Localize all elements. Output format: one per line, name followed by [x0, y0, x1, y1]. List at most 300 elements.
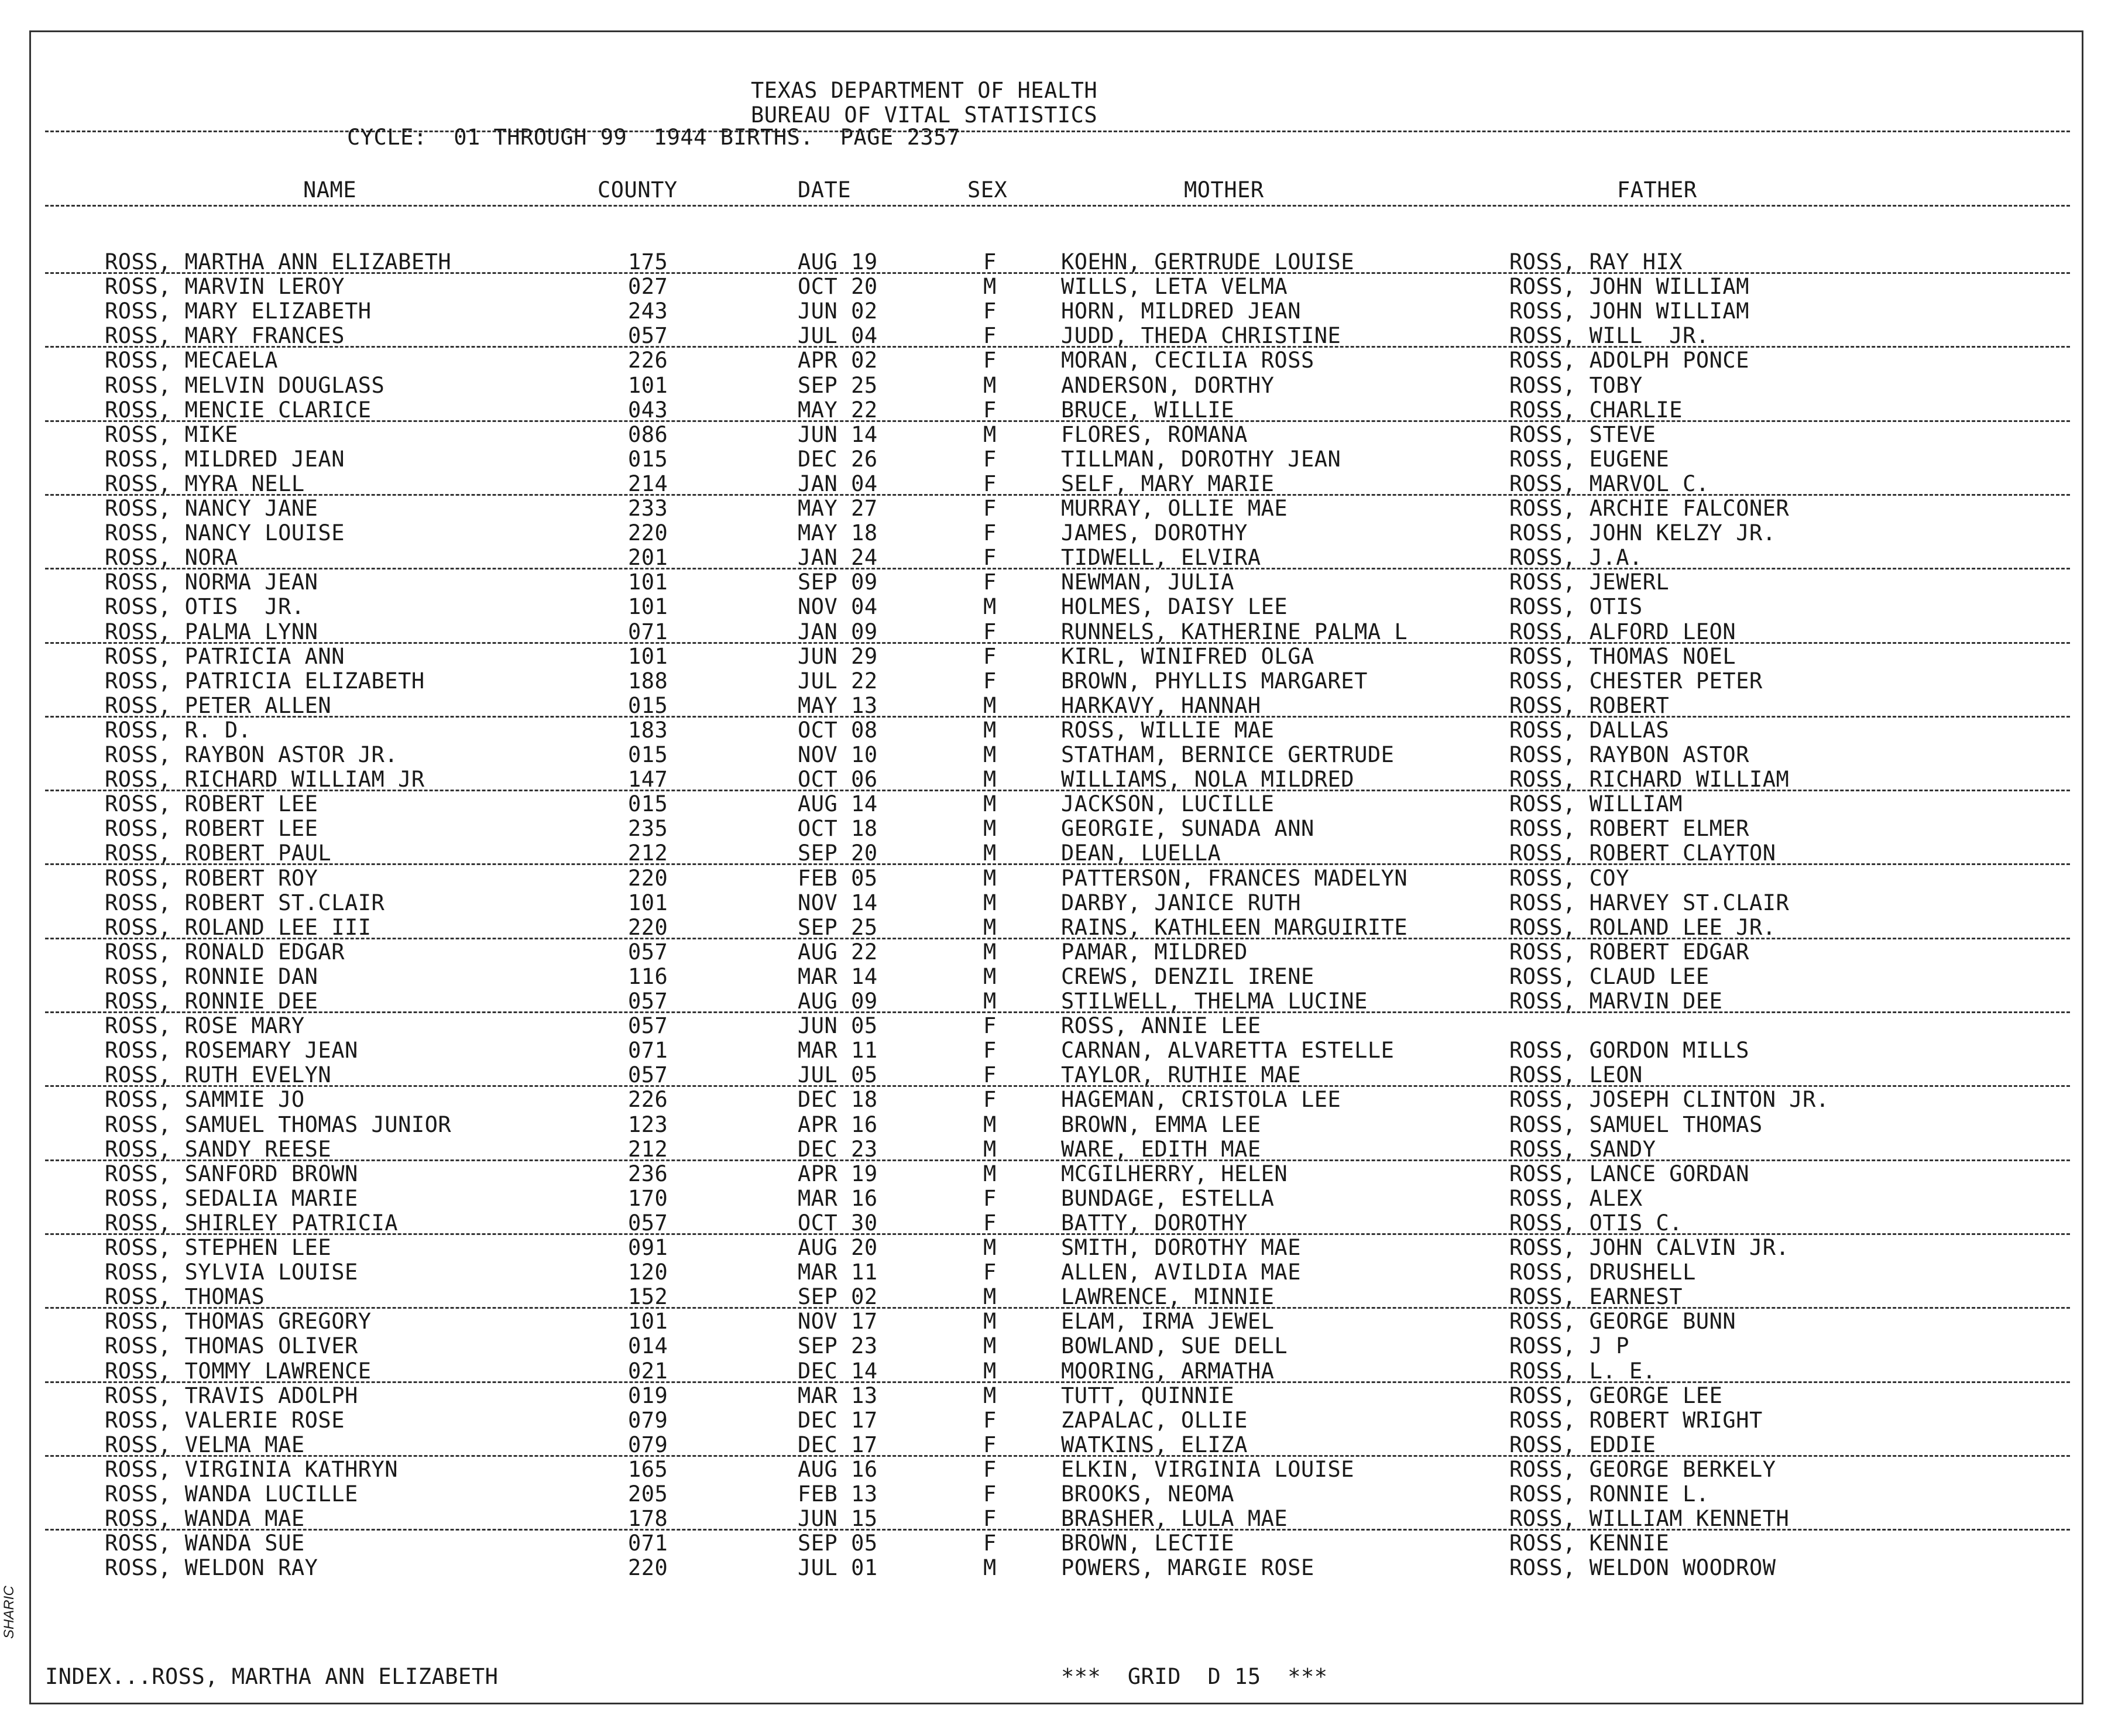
- cell-name: ROSS, RAYBON ASTOR JR.: [105, 742, 399, 767]
- cell-county: 091: [628, 1235, 668, 1260]
- cell-county: 120: [628, 1260, 668, 1285]
- cell-father: ROSS, WILL JR.: [1509, 323, 1709, 348]
- cell-date: JAN 04: [798, 471, 878, 496]
- cell-father: ROSS, ROBERT ELMER: [1509, 816, 1749, 841]
- cell-county: 201: [628, 545, 668, 570]
- table-row: [31, 348, 2079, 373]
- cell-date: APR 02: [798, 348, 878, 373]
- cell-county: 015: [628, 447, 668, 472]
- cell-sex: M: [983, 791, 997, 816]
- cell-name: ROSS, PATRICIA ELIZABETH: [105, 668, 425, 694]
- cell-name: ROSS, SAMUEL THOMAS JUNIOR: [105, 1112, 452, 1137]
- cell-mother: JACKSON, LUCILLE: [1061, 791, 1275, 816]
- cell-sex: M: [983, 693, 997, 718]
- cell-mother: BROWN, EMMA LEE: [1061, 1112, 1261, 1137]
- cell-name: ROSS, MENCIE CLARICE: [105, 397, 372, 423]
- cell-father: ROSS, DRUSHELL: [1509, 1260, 1696, 1285]
- cell-mother: ROSS, ANNIE LEE: [1061, 1013, 1261, 1038]
- cell-sex: M: [983, 1333, 997, 1358]
- cell-county: 214: [628, 471, 668, 496]
- cell-father: ROSS, JOHN CALVIN JR.: [1509, 1235, 1790, 1260]
- cell-father: ROSS, GEORGE BERKELY: [1509, 1457, 1776, 1482]
- cell-date: SEP 05: [798, 1531, 878, 1556]
- cell-date: JUN 02: [798, 299, 878, 324]
- cell-name: ROSS, WANDA SUE: [105, 1531, 305, 1556]
- cell-sex: F: [983, 299, 997, 324]
- table-row: [31, 743, 2079, 767]
- cell-sex: M: [983, 1284, 997, 1309]
- cell-name: ROSS, SHIRLEY PATRICIA: [105, 1210, 399, 1236]
- table-row: [31, 1531, 2079, 1556]
- cell-father: ROSS, RICHARD WILLIAM: [1509, 767, 1790, 792]
- cell-county: 183: [628, 718, 668, 743]
- cell-date: MAR 11: [798, 1038, 878, 1063]
- cell-father: ROSS, RONNIE L.: [1509, 1481, 1709, 1507]
- cell-date: MAR 14: [798, 964, 878, 989]
- table-row: [31, 299, 2079, 324]
- cell-county: 101: [628, 373, 668, 398]
- cell-date: MAR 11: [798, 1260, 878, 1285]
- table-row: [31, 767, 2079, 792]
- cell-date: JUN 05: [798, 1013, 878, 1038]
- table-row: [31, 1038, 2079, 1063]
- cell-date: MAY 13: [798, 693, 878, 718]
- cell-father: ROSS, ALEX: [1509, 1186, 1643, 1211]
- cell-date: APR 19: [798, 1161, 878, 1186]
- cell-sex: F: [983, 471, 997, 496]
- cell-sex: F: [983, 545, 997, 570]
- table-row: [31, 423, 2079, 447]
- cell-county: 212: [628, 1137, 668, 1162]
- table-row: [31, 644, 2079, 669]
- cell-name: ROSS, NANCY JANE: [105, 496, 318, 521]
- cell-sex: F: [983, 1013, 997, 1038]
- cell-date: OCT 20: [798, 274, 878, 299]
- cell-father: ROSS, WELDON WOODROW: [1509, 1555, 1776, 1580]
- table-row: [31, 1137, 2079, 1162]
- cell-date: FEB 13: [798, 1481, 878, 1507]
- cell-sex: F: [983, 1481, 997, 1507]
- cell-mother: BUNDAGE, ESTELLA: [1061, 1186, 1275, 1211]
- cell-father: ROSS, HARVEY ST.CLAIR: [1509, 890, 1790, 915]
- cell-name: ROSS, MECAELA: [105, 348, 279, 373]
- cell-father: ROSS, OTIS C.: [1509, 1210, 1683, 1236]
- cell-county: 178: [628, 1506, 668, 1531]
- column-header-name: NAME: [303, 177, 357, 203]
- cell-father: ROSS, SANDY: [1509, 1137, 1656, 1162]
- cell-sex: F: [983, 447, 997, 472]
- cell-county: 079: [628, 1408, 668, 1433]
- row-group-divider: [45, 420, 2070, 422]
- cell-county: 220: [628, 1555, 668, 1580]
- table-row: [31, 965, 2079, 989]
- cell-name: ROSS, NANCY LOUISE: [105, 520, 345, 545]
- cell-county: 220: [628, 520, 668, 545]
- cell-mother: JAMES, DOROTHY: [1061, 520, 1248, 545]
- table-row: [31, 1186, 2079, 1211]
- cell-mother: BRUCE, WILLIE: [1061, 397, 1235, 423]
- cell-county: 071: [628, 1531, 668, 1556]
- table-row: [31, 1162, 2079, 1186]
- cell-mother: ELKIN, VIRGINIA LOUISE: [1061, 1457, 1355, 1482]
- cell-sex: F: [983, 249, 997, 275]
- row-group-divider: [45, 863, 2070, 865]
- cell-father: ROSS, ADOLPH PONCE: [1509, 348, 1749, 373]
- cell-sex: M: [983, 816, 997, 841]
- column-header-date: DATE: [798, 177, 852, 203]
- cell-date: SEP 25: [798, 373, 878, 398]
- row-group-divider: [45, 568, 2070, 569]
- cell-sex: F: [983, 1506, 997, 1531]
- table-row: [31, 1384, 2079, 1408]
- cell-name: ROSS, PATRICIA ANN: [105, 644, 345, 669]
- cell-father: ROSS, WILLIAM KENNETH: [1509, 1506, 1790, 1531]
- table-row: [31, 1236, 2079, 1260]
- table-row: [31, 866, 2079, 891]
- cell-date: MAY 22: [798, 397, 878, 423]
- cell-county: 071: [628, 1038, 668, 1063]
- cell-sex: F: [983, 1087, 997, 1112]
- cell-date: NOV 10: [798, 742, 878, 767]
- table-row: [31, 1556, 2079, 1580]
- table-row: [31, 570, 2079, 595]
- cell-sex: F: [983, 348, 997, 373]
- cell-county: 027: [628, 274, 668, 299]
- footer-grid: *** GRID D 15 ***: [1061, 1664, 1328, 1689]
- table-row: [31, 398, 2079, 423]
- cell-county: 057: [628, 1062, 668, 1087]
- cell-mother: NEWMAN, JULIA: [1061, 569, 1235, 595]
- cell-date: JAN 09: [798, 619, 878, 644]
- table-row: [31, 1507, 2079, 1531]
- cell-name: ROSS, R. D.: [105, 718, 252, 743]
- cell-sex: F: [983, 619, 997, 644]
- cell-name: ROSS, VIRGINIA KATHRYN: [105, 1457, 399, 1482]
- cell-father: ROSS, ARCHIE FALCONER: [1509, 496, 1790, 521]
- table-row: [31, 1334, 2079, 1358]
- header-line-1: TEXAS DEPARTMENT OF HEALTH: [751, 78, 1098, 103]
- cell-county: 235: [628, 816, 668, 841]
- cell-name: ROSS, SEDALIA MARIE: [105, 1186, 358, 1211]
- table-row: [31, 816, 2079, 841]
- cell-mother: BATTY, DOROTHY: [1061, 1210, 1248, 1236]
- cell-date: AUG 16: [798, 1457, 878, 1482]
- cell-date: FEB 05: [798, 866, 878, 891]
- cell-mother: ANDERSON, DORTHY: [1061, 373, 1275, 398]
- column-header-sex: SEX: [967, 177, 1008, 203]
- cell-date: AUG 20: [798, 1235, 878, 1260]
- cell-sex: M: [983, 594, 997, 619]
- row-group-divider: [45, 272, 2070, 274]
- cell-name: ROSS, WANDA MAE: [105, 1506, 305, 1531]
- cell-sex: M: [983, 939, 997, 965]
- cell-father: ROSS, JOHN WILLIAM: [1509, 299, 1749, 324]
- cell-sex: M: [983, 1555, 997, 1580]
- cell-mother: POWERS, MARGIE ROSE: [1061, 1555, 1314, 1580]
- table-row: [31, 373, 2079, 398]
- cell-mother: ROSS, WILLIE MAE: [1061, 718, 1275, 743]
- cell-date: OCT 30: [798, 1210, 878, 1236]
- cell-father: ROSS, ROLAND LEE JR.: [1509, 915, 1776, 940]
- cell-county: 071: [628, 619, 668, 644]
- cell-mother: HAGEMAN, CRISTOLA LEE: [1061, 1087, 1341, 1112]
- cell-date: NOV 04: [798, 594, 878, 619]
- cell-father: ROSS, DALLAS: [1509, 718, 1670, 743]
- cell-date: MAR 16: [798, 1186, 878, 1211]
- table-row: [31, 792, 2079, 816]
- table-row: [31, 1408, 2079, 1433]
- cell-county: 226: [628, 1087, 668, 1112]
- cell-father: ROSS, OTIS: [1509, 594, 1643, 619]
- table-row: [31, 940, 2079, 965]
- header-line-2: BUREAU OF VITAL STATISTICS: [751, 102, 1098, 128]
- cell-name: ROSS, ROBERT ROY: [105, 866, 318, 891]
- cell-mother: ALLEN, AVILDIA MAE: [1061, 1260, 1301, 1285]
- cell-date: OCT 08: [798, 718, 878, 743]
- cell-father: ROSS, L. E.: [1509, 1358, 1656, 1384]
- table-row: [31, 1309, 2079, 1334]
- table-row: [31, 718, 2079, 743]
- cell-name: ROSS, THOMAS: [105, 1284, 265, 1309]
- cell-father: ROSS, EARNEST: [1509, 1284, 1683, 1309]
- cell-mother: PATTERSON, FRANCES MADELYN: [1061, 866, 1408, 891]
- document-sheet: [29, 30, 2083, 1704]
- cell-county: 043: [628, 397, 668, 423]
- cell-father: ROSS, ALFORD LEON: [1509, 619, 1736, 644]
- cell-mother: LAWRENCE, MINNIE: [1061, 1284, 1275, 1309]
- cell-mother: HOLMES, DAISY LEE: [1061, 594, 1288, 619]
- cell-name: ROSS, ROLAND LEE III: [105, 915, 372, 940]
- cell-name: ROSS, MIKE: [105, 422, 238, 447]
- table-row: [31, 472, 2079, 496]
- cell-father: ROSS, J P: [1509, 1333, 1629, 1358]
- cell-date: JUN 29: [798, 644, 878, 669]
- cell-date: DEC 26: [798, 447, 878, 472]
- cell-father: ROSS, EDDIE: [1509, 1432, 1656, 1457]
- cell-county: 057: [628, 939, 668, 965]
- cell-date: JUL 05: [798, 1062, 878, 1087]
- column-header-divider: [45, 205, 2070, 207]
- cell-county: 220: [628, 866, 668, 891]
- cell-sex: F: [983, 496, 997, 521]
- cell-date: DEC 17: [798, 1408, 878, 1433]
- cell-father: ROSS, TOBY: [1509, 373, 1643, 398]
- cell-sex: M: [983, 1309, 997, 1334]
- table-row: [31, 1014, 2079, 1038]
- column-header-county: COUNTY: [598, 177, 678, 203]
- cell-name: ROSS, MARY FRANCES: [105, 323, 345, 348]
- table-row: [31, 1113, 2079, 1137]
- cell-mother: DEAN, LUELLA: [1061, 840, 1221, 866]
- cell-mother: BOWLAND, SUE DELL: [1061, 1333, 1288, 1358]
- cell-sex: F: [983, 1432, 997, 1457]
- cell-name: ROSS, SANFORD BROWN: [105, 1161, 358, 1186]
- table-row: [31, 1211, 2079, 1236]
- table-row: [31, 545, 2079, 570]
- cell-father: ROSS, CLAUD LEE: [1509, 964, 1709, 989]
- table-row: [31, 275, 2079, 299]
- cell-mother: BROWN, LECTIE: [1061, 1531, 1235, 1556]
- cell-name: ROSS, MYRA NELL: [105, 471, 305, 496]
- cell-date: MAR 13: [798, 1383, 878, 1408]
- cell-date: SEP 02: [798, 1284, 878, 1309]
- cell-date: AUG 22: [798, 939, 878, 965]
- cell-father: ROSS, J.A.: [1509, 545, 1643, 570]
- table-row: [31, 1285, 2079, 1309]
- cell-county: 101: [628, 569, 668, 595]
- cell-county: 057: [628, 1013, 668, 1038]
- cell-county: 233: [628, 496, 668, 521]
- cell-name: ROSS, ROBERT ST.CLAIR: [105, 890, 385, 915]
- cell-date: SEP 23: [798, 1333, 878, 1358]
- cell-mother: FLORES, ROMANA: [1061, 422, 1248, 447]
- cell-date: JAN 24: [798, 545, 878, 570]
- cell-county: 243: [628, 299, 668, 324]
- cell-county: 236: [628, 1161, 668, 1186]
- row-group-divider: [45, 938, 2070, 939]
- cell-name: ROSS, NORMA JEAN: [105, 569, 318, 595]
- cell-date: AUG 14: [798, 791, 878, 816]
- cell-mother: MOORING, ARMATHA: [1061, 1358, 1275, 1384]
- cell-county: 116: [628, 964, 668, 989]
- cell-sex: M: [983, 1358, 997, 1384]
- cell-father: ROSS, THOMAS NOEL: [1509, 644, 1736, 669]
- cell-mother: TIDWELL, ELVIRA: [1061, 545, 1261, 570]
- cell-name: ROSS, THOMAS OLIVER: [105, 1333, 358, 1358]
- cell-county: 057: [628, 989, 668, 1014]
- cell-mother: JUDD, THEDA CHRISTINE: [1061, 323, 1341, 348]
- cell-father: ROSS, ROBERT: [1509, 693, 1670, 718]
- row-group-divider: [45, 642, 2070, 644]
- cell-mother: TILLMAN, DOROTHY JEAN: [1061, 447, 1341, 472]
- cell-sex: F: [983, 1531, 997, 1556]
- cell-mother: KOEHN, GERTRUDE LOUISE: [1061, 249, 1355, 275]
- cell-mother: RUNNELS, KATHERINE PALMA L: [1061, 619, 1408, 644]
- cell-name: ROSS, MARVIN LEROY: [105, 274, 345, 299]
- cell-sex: M: [983, 718, 997, 743]
- cell-county: 212: [628, 840, 668, 866]
- cell-sex: F: [983, 1210, 997, 1236]
- side-label: SHARIC: [1, 1586, 17, 1639]
- row-group-divider: [45, 716, 2070, 718]
- cell-name: ROSS, TOMMY LAWRENCE: [105, 1358, 372, 1384]
- cell-name: ROSS, VELMA MAE: [105, 1432, 305, 1457]
- cell-date: JUL 22: [798, 668, 878, 694]
- cell-father: ROSS, GEORGE LEE: [1509, 1383, 1723, 1408]
- cell-date: SEP 09: [798, 569, 878, 595]
- cell-sex: M: [983, 274, 997, 299]
- cell-mother: KIRL, WINIFRED OLGA: [1061, 644, 1314, 669]
- cell-sex: F: [983, 1186, 997, 1211]
- cell-date: JUL 01: [798, 1555, 878, 1580]
- cell-date: SEP 25: [798, 915, 878, 940]
- cell-date: DEC 14: [798, 1358, 878, 1384]
- cell-county: 165: [628, 1457, 668, 1482]
- cycle-line: CYCLE: 01 THROUGH 99 1944 BIRTHS. PAGE 2357: [347, 125, 960, 150]
- cell-sex: F: [983, 520, 997, 545]
- cell-name: ROSS, PALMA LYNN: [105, 619, 318, 644]
- cell-sex: M: [983, 422, 997, 447]
- cell-county: 015: [628, 693, 668, 718]
- table-row: [31, 595, 2079, 619]
- cell-name: ROSS, TRAVIS ADOLPH: [105, 1383, 358, 1408]
- cell-father: ROSS, ROBERT CLAYTON: [1509, 840, 1776, 866]
- cell-father: ROSS, CHARLIE: [1509, 397, 1683, 423]
- cell-father: ROSS, MARVIN DEE: [1509, 989, 1723, 1014]
- cell-sex: F: [983, 569, 997, 595]
- cell-name: ROSS, ROSE MARY: [105, 1013, 305, 1038]
- cell-name: ROSS, WELDON RAY: [105, 1555, 318, 1580]
- cell-date: OCT 18: [798, 816, 878, 841]
- cell-mother: ZAPALAC, OLLIE: [1061, 1408, 1248, 1433]
- cell-name: ROSS, MARTHA ANN ELIZABETH: [105, 249, 452, 275]
- cell-sex: M: [983, 890, 997, 915]
- cell-sex: F: [983, 1038, 997, 1063]
- table-row: [31, 1359, 2079, 1384]
- cell-county: 101: [628, 594, 668, 619]
- cell-name: ROSS, RICHARD WILLIAM JR: [105, 767, 425, 792]
- cell-father: ROSS, CHESTER PETER: [1509, 668, 1763, 694]
- cell-county: 188: [628, 668, 668, 694]
- row-group-divider: [45, 790, 2070, 791]
- cell-date: NOV 14: [798, 890, 878, 915]
- cell-date: MAY 18: [798, 520, 878, 545]
- cell-mother: HORN, MILDRED JEAN: [1061, 299, 1301, 324]
- table-row: [31, 1457, 2079, 1482]
- cell-name: ROSS, MARY ELIZABETH: [105, 299, 372, 324]
- cell-mother: STILWELL, THELMA LUCINE: [1061, 989, 1368, 1014]
- cell-sex: M: [983, 742, 997, 767]
- table-row: [31, 669, 2079, 694]
- cell-mother: SMITH, DOROTHY MAE: [1061, 1235, 1301, 1260]
- cell-father: ROSS, COY: [1509, 866, 1629, 891]
- table-row: [31, 989, 2079, 1014]
- cell-mother: WILLIAMS, NOLA MILDRED: [1061, 767, 1355, 792]
- cell-county: 205: [628, 1481, 668, 1507]
- cell-sex: F: [983, 668, 997, 694]
- cell-mother: BROOKS, NEOMA: [1061, 1481, 1235, 1507]
- cell-father: ROSS, RAY HIX: [1509, 249, 1683, 275]
- cell-name: ROSS, SAMMIE JO: [105, 1087, 305, 1112]
- cell-father: ROSS, GORDON MILLS: [1509, 1038, 1749, 1063]
- cell-county: 015: [628, 791, 668, 816]
- cell-father: ROSS, JOHN KELZY JR.: [1509, 520, 1776, 545]
- cell-name: ROSS, SYLVIA LOUISE: [105, 1260, 358, 1285]
- cell-county: 123: [628, 1112, 668, 1137]
- cell-name: ROSS, RONNIE DEE: [105, 989, 318, 1014]
- table-row: [31, 521, 2079, 545]
- table-row: [31, 620, 2079, 644]
- table-row: [31, 1433, 2079, 1457]
- cell-date: AUG 19: [798, 249, 878, 275]
- cell-name: ROSS, MILDRED JEAN: [105, 447, 345, 472]
- column-header-father: FATHER: [1617, 177, 1697, 203]
- table-row: [31, 841, 2079, 866]
- cell-date: AUG 09: [798, 989, 878, 1014]
- cell-name: ROSS, RUTH EVELYN: [105, 1062, 332, 1087]
- cell-sex: M: [983, 373, 997, 398]
- row-group-divider: [45, 1011, 2070, 1013]
- cell-mother: MURRAY, OLLIE MAE: [1061, 496, 1288, 521]
- cell-date: MAY 27: [798, 496, 878, 521]
- cell-mother: CREWS, DENZIL IRENE: [1061, 964, 1314, 989]
- cell-sex: M: [983, 1137, 997, 1162]
- cell-name: ROSS, RONNIE DAN: [105, 964, 318, 989]
- cell-mother: WATKINS, ELIZA: [1061, 1432, 1248, 1457]
- cell-father: ROSS, MARVOL C.: [1509, 471, 1709, 496]
- cell-mother: ELAM, IRMA JEWEL: [1061, 1309, 1275, 1334]
- cell-county: 015: [628, 742, 668, 767]
